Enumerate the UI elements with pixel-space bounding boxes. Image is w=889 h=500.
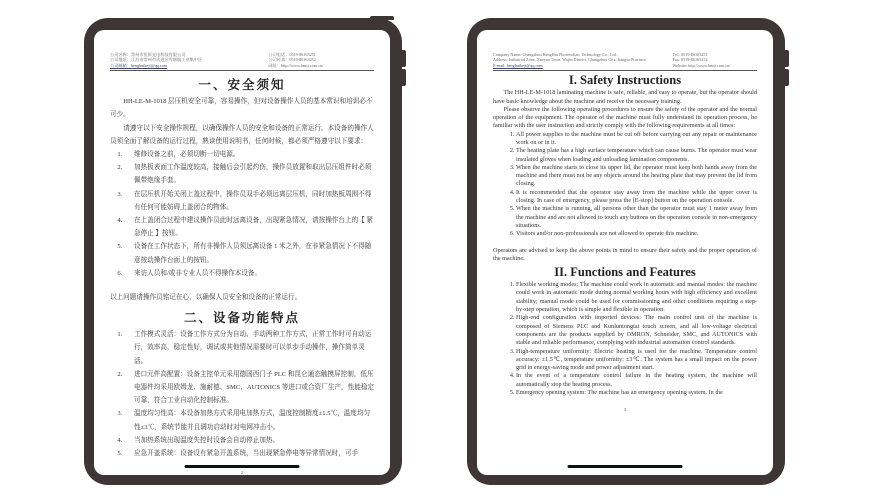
paragraph: 以上问题请操作员铭记在心，以确保人员安全和设备的正常运行。 [110, 294, 302, 302]
company-fax: Fax: 0519-86163252 [672, 57, 708, 63]
volume-down-button[interactable] [784, 69, 789, 86]
company-email-link[interactable]: E-mail: henghuikeji@qq.com [493, 62, 543, 68]
company-address: 公司地址：江苏省常州市武进区雪堰镇工业集中区 [110, 57, 203, 63]
list-item: 4. 在上盖闭合过程中建议操作员此时远离设备，出现紧急情况，请按操作台上的【 紧急停止 】按钮。 [124, 214, 374, 240]
list-item: 1. 维修设备之前，必须切断一切电源。 [124, 148, 374, 161]
list-item: 3. 在层压机开始关闭上盖过程中，操作员双手必须远离层压机，同时加热板周围不得有任何可能妨碍上盖闭合的物体。 [124, 188, 374, 214]
list-item: 3. 温度均匀性高：本设备加热方式采用电加热方式，温度控制精度±1.5℃，温度均匀性±3℃，系统节能并且调功启动时对电网冲击小。 [124, 407, 374, 433]
safety-list [110, 148, 374, 280]
list-item: 1. Flexible working modes: The machine could work in automatic and manual modes: the machine could work in automatic mode during normal working hours with high efficiency and excellent stability; manual mode could be used for commissioning and other conditions requiring a step-by-step operation, which is simple and flexible in operation. [516, 281, 757, 314]
company-name: Company Name: Changzhou HengHui Photovoltaic Technology Co., Ltd. [493, 52, 617, 57]
company-phone: Tel.: 0519-86163251 [672, 52, 708, 57]
list-item: 1. All power supplies to the machine must be cut off before carrying out any repair or maintenance work on or in it. [516, 131, 757, 148]
tablet-screen [94, 30, 390, 475]
page-number: 2 [240, 470, 244, 475]
company-name: 公司名称：常州市恒辉光电科技有限公司 [110, 52, 186, 57]
company-address: Address: Industrial Zone, Xueyan Town, Wujin District, Changzhou City, Jiangsu Province [493, 57, 646, 63]
document-page-chinese[interactable] [110, 52, 374, 475]
list-item: 1. 工作模式灵活：设备工作方式分为自动、手动两种工作方式，正常工作时可自动运行，效率高，稳定性好，调试或其他情况需要时可以单步手动操作，操作简单灵活。 [124, 328, 374, 368]
section-title: 一、安全须知 [198, 78, 286, 93]
tablet-right [467, 18, 785, 485]
list-item: 4. It is recommended that the operator stay away from the machine while the upper cover is closing. In case of emergency, please press the [E-stop] button on the operation console. [516, 189, 757, 206]
home-indicator[interactable] [568, 465, 683, 468]
list-item: 2. The heating plate has a high surface temperature which can cause burns. The operator must wear insulated gloves when loading and unloading lamination components. [516, 147, 757, 164]
list-item: 5. Emergency opening system: The machine has an emergency opening system. In the [516, 389, 757, 397]
tablet-left [84, 18, 402, 485]
list-item: 6. 来访人员和/或非专业人员不得操作本设备。 [124, 267, 374, 280]
page-number: 3 [623, 407, 627, 413]
document-page-english[interactable] [493, 52, 757, 413]
paragraph: 请遵守以下安全操作规程，以确保操作人员的安全和设备的正常运行。本设备的操作人员须全面了解设备的运行过程，熟读使用说明书，任何时候，都必须严格遵守以下要求： [110, 124, 374, 145]
list-item: 5. When the machine is running, all persons other than the operator must stay 1 meter away from the machine and are not allowed to touch any buttons on the operation console in non-emergency situations. [516, 205, 757, 230]
section-title: II. Functions and Features [554, 265, 696, 280]
section-title: I. Safety Instructions [568, 73, 682, 88]
power-button[interactable] [370, 16, 394, 20]
volume-up-button[interactable] [784, 50, 789, 67]
paragraph: Operators are advised to keep the above points in mind to ensure their safety and the proper operation of the machine. [493, 246, 757, 262]
list-item: 2. 加热板表面工作温度较高，接触后会引起灼伤，操作员放置和取出层压组件时必须佩带绝缘手套。 [124, 161, 374, 187]
list-item: 4. 当加热系统出现温度失控时设备会自动停止加热。 [124, 434, 374, 447]
list-item: 4. In the event of a temperature control failure in the heating system, the machine will automatically stop the heating process. [516, 372, 757, 389]
tablet-screen [477, 30, 773, 475]
company-phone: 公司电话：0519-86163251 [268, 52, 316, 57]
page-header [493, 52, 757, 71]
features-list [110, 328, 374, 460]
company-website: 网址：http://www.hmsi.com.cn/ [268, 62, 324, 68]
volume-up-button[interactable] [401, 50, 406, 67]
list-item: 2. 进口元件高配置：设备主控单元采用德国西门子 PLC 和昆仑通态触摸屏控制，低压电器件均采用欧姆龙、施耐德、SMC、AUTONICS 等进口或合资厂生产，性能稳定可靠，符合工业自动化控制标准。 [124, 368, 374, 408]
list-item: 2. High-end configuration with imported devices: The main control unit of the machine is composed of Siemens PLC and Kunluntongtai touch screen, and all low-voltage electrical components are the products supplied by OMRON, Schneider, SMC, and AUTONICS with stable and reliable performance, complying with industrial automation control standards. [516, 314, 757, 347]
paragraph: HH-LE-M-1018 层压机安全可靠，容易操作，但对设备操作人员的基本常识和培训必不可少。 [110, 98, 373, 119]
paragraph: Please observe the following operating procedures to ensure the safety of the operator and the normal operation of the equipment. The operator of the machine must fully understand its operation process, be familiar with the user instruction and strictly comply with the following requirements at all times: [493, 105, 757, 130]
volume-down-button[interactable] [401, 69, 406, 86]
section-title: 二、设备功能特点 [183, 311, 300, 326]
list-item: 3. When the machine starts to close its upper lid, the operator must keep both hands away from the machine and there must not be any objects around the heating plate that may prevent the lid from closing. [516, 164, 757, 189]
safety-list [493, 131, 757, 239]
paragraph: The HH-LE-M-1018 laminating machine is safe, reliable, and easy to operate, but the operator should have basic knowledge about the machine and receive the necessary training. [493, 89, 757, 105]
list-item: 6. Visitors and/or non-professionals are not allowed to operate this machine. [516, 230, 757, 238]
list-item: 3. High-temperature uniformity: Electric heating is used for the machine. Temperature control accuracy: ±1.5℃, temperature uniformity: ±3℃. The system has a small impact on the power grid in energy-saving mode and power adjustment start. [516, 348, 757, 373]
features-list [493, 281, 757, 397]
company-email-link[interactable]: 公司邮箱：henghuikeji@qq.com [110, 62, 168, 68]
home-indicator[interactable] [185, 465, 300, 468]
list-item: 5. 设备在工作状态下，所有非操作人员须远离设备 1 米之外，在非紧急情况下不得随意按动操作台面上的按钮。 [124, 240, 374, 266]
company-fax: 公司传真：0519-86163252 [268, 57, 316, 63]
page-header [110, 52, 374, 71]
company-website: Website: http://www.hmsi.com.cn/ [672, 62, 731, 68]
list-item: 5. 应急开盖系统：设备设有紧急开盖系统，当出现紧急停电等异常情况时，可手 [124, 447, 374, 460]
